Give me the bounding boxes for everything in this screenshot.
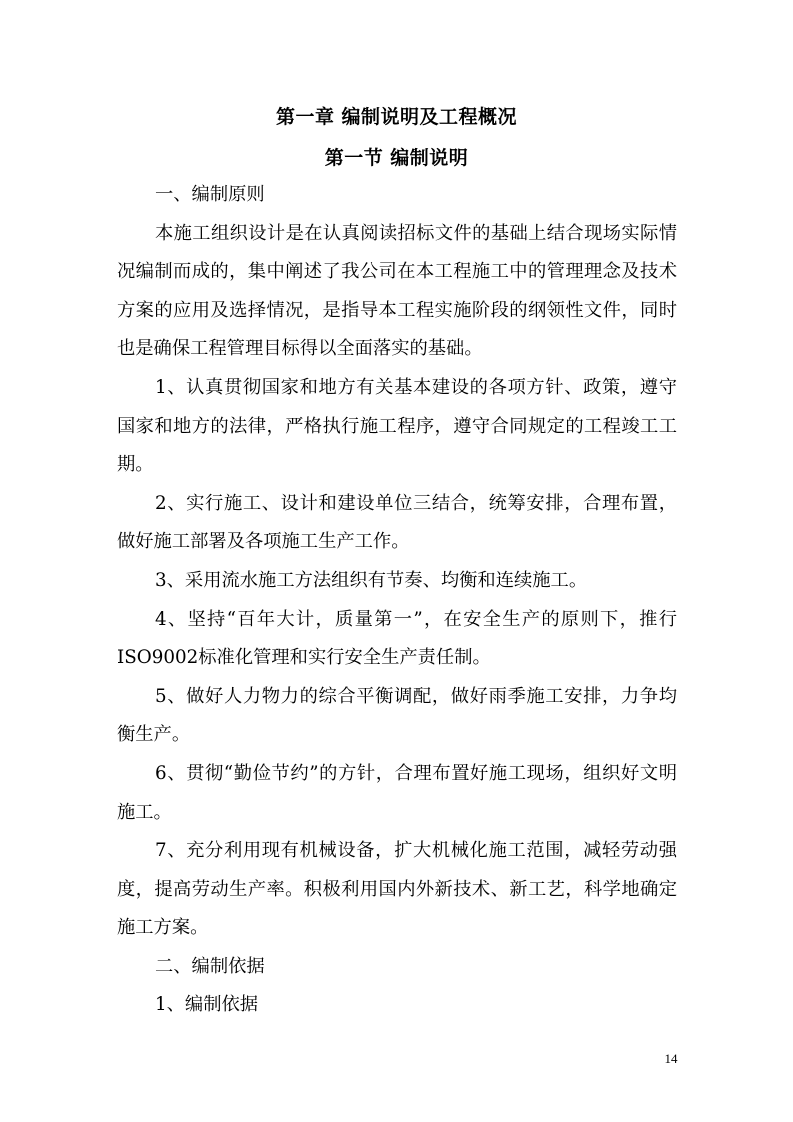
heading-principles: 一、编制原则 xyxy=(155,184,265,205)
basis-item-1: 1、编制依据 xyxy=(155,994,259,1016)
principle-item-4: 4、坚持“百年大计，质量第一”，在安全生产的原则下，推行ISO9002标准化管理和实行安全生产责任制。 xyxy=(117,608,677,669)
heading-basis: 二、编制依据 xyxy=(155,955,265,977)
section-title: 第一节 编制说明 xyxy=(324,147,469,169)
paragraph-intro: 本施工组织设计是在认真阅读招标文件的基础上结合现场实际情况编制而成的，集中阐述了我公司在本工程施工中的管理理念及技术方案的应用及选择情况，是指导本工程实施阶段的纲领性文件，同时也是确保工程管理目标得以全面落实的基础。 xyxy=(117,222,677,360)
chapter-title: 第一章 编制说明及工程概况 xyxy=(275,106,518,128)
principle-item-5: 5、做好人力物力的综合平衡调配，做好雨季施工安排，力争均衡生产。 xyxy=(117,685,677,746)
principle-item-6: 6、贯彻“勤俭节约”的方针，合理布置好施工现场，组织好文明施工。 xyxy=(117,762,677,823)
principle-item-3: 3、采用流水施工方法组织有节奏、均衡和连续施工。 xyxy=(155,569,588,591)
principle-item-1: 1、认真贯彻国家和地方有关基本建设的各项方针、政策，遵守国家和地方的法律，严格执行施工程序，遵守合同规定的工程竣工工期。 xyxy=(117,376,677,476)
principle-item-7: 7、充分利用现有机械设备，扩大机械化施工范围，减轻劳动强度，提高劳动生产率。积极利用国内外新技术、新工艺，科学地确定施工方案。 xyxy=(117,840,677,939)
page-number: 14 xyxy=(664,1051,678,1066)
principle-item-2: 2、实行施工、设计和建设单位三结合，统筹安排，合理布置，做好施工部署及各项施工生产工作。 xyxy=(117,492,677,553)
document-body xyxy=(117,176,677,1025)
